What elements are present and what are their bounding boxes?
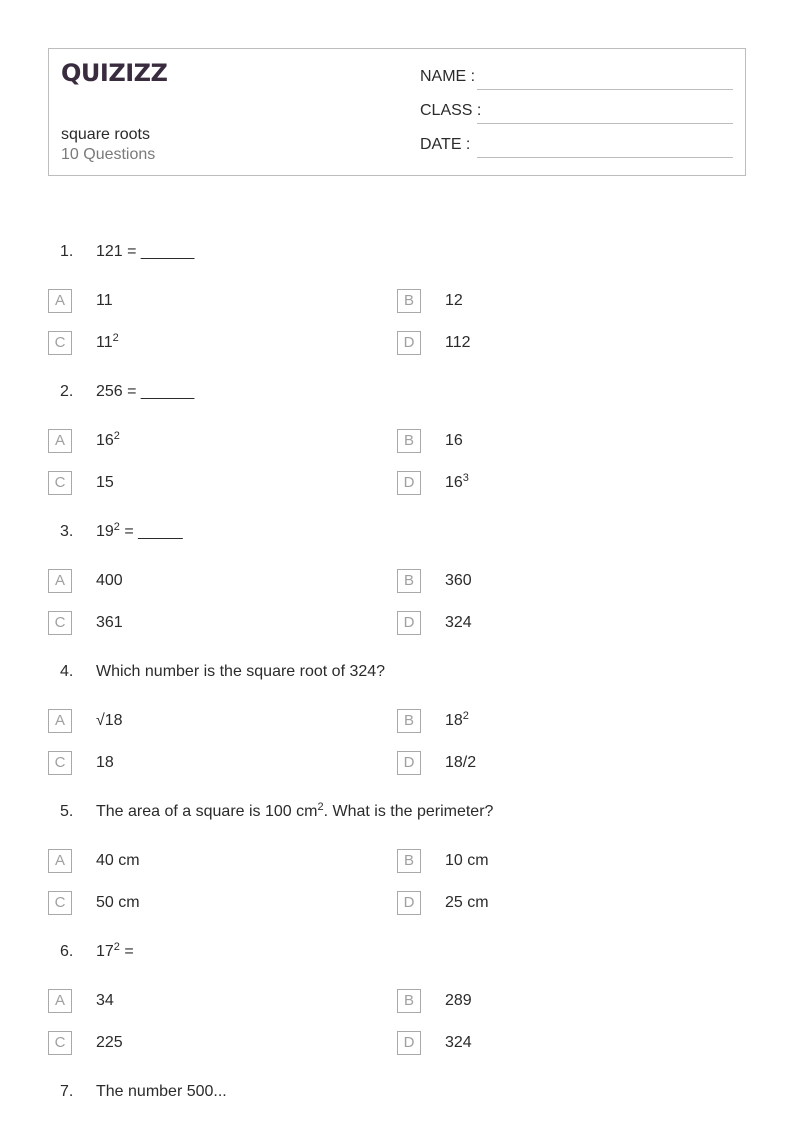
worksheet-header bbox=[48, 48, 746, 176]
option-value: 16 bbox=[445, 432, 463, 449]
question-text bbox=[96, 383, 194, 401]
option-value: 112 bbox=[445, 334, 471, 351]
question-text bbox=[96, 523, 183, 541]
class-label: CLASS : bbox=[420, 102, 482, 119]
option-text-b bbox=[445, 852, 489, 870]
option-text-b bbox=[445, 292, 463, 310]
option-value: √18 bbox=[96, 712, 123, 729]
option-value: 34 bbox=[96, 992, 114, 1009]
option-text-c bbox=[96, 894, 140, 912]
option-text-d bbox=[445, 1034, 472, 1052]
question-exponent: 2 bbox=[113, 941, 120, 953]
question-text bbox=[96, 1083, 227, 1101]
option-value: 15 bbox=[96, 474, 114, 491]
question-text bbox=[96, 663, 385, 681]
option-exponent: 2 bbox=[462, 710, 469, 722]
option-letter-d[interactable]: D bbox=[397, 891, 421, 915]
option-text-b bbox=[445, 712, 469, 730]
option-letter-d[interactable]: D bbox=[397, 471, 421, 495]
option-value: 360 bbox=[445, 572, 472, 589]
question-number: 2. bbox=[60, 383, 74, 400]
option-letter-c[interactable]: C bbox=[48, 1031, 72, 1055]
option-text-c bbox=[96, 474, 114, 492]
option-letter-c[interactable]: C bbox=[48, 611, 72, 635]
option-exponent: 3 bbox=[462, 472, 469, 484]
quizizz-logo: QUIZIZZ bbox=[61, 59, 168, 87]
option-value: 324 bbox=[445, 1034, 472, 1051]
option-text-c bbox=[96, 1034, 123, 1052]
option-value: 16 bbox=[445, 474, 463, 491]
question-text-after: = _____ bbox=[119, 523, 183, 540]
option-letter-b[interactable]: B bbox=[397, 849, 421, 873]
name-line bbox=[477, 89, 733, 90]
option-value: 10 cm bbox=[445, 852, 489, 869]
option-text-c bbox=[96, 334, 119, 352]
question-number: 7. bbox=[60, 1083, 74, 1100]
worksheet-title: square roots bbox=[61, 126, 150, 143]
option-value: 50 cm bbox=[96, 894, 140, 911]
option-letter-a[interactable]: A bbox=[48, 849, 72, 873]
question-text-main: 256 = ______ bbox=[96, 383, 195, 400]
question-text-after: = bbox=[119, 943, 134, 960]
option-letter-a[interactable]: A bbox=[48, 289, 72, 313]
option-text-c bbox=[96, 754, 114, 772]
option-value: 225 bbox=[96, 1034, 123, 1051]
question-number: 5. bbox=[60, 803, 74, 820]
option-value: 289 bbox=[445, 992, 472, 1009]
question-text-main: Which number is the square root of 324? bbox=[96, 663, 386, 680]
option-text-a bbox=[96, 292, 113, 310]
option-text-d bbox=[445, 334, 471, 352]
option-text-c bbox=[96, 614, 123, 632]
option-value: 18/2 bbox=[445, 754, 477, 771]
question-text-main: 17 bbox=[96, 943, 114, 960]
question-text-main: The area of a square is 100 cm bbox=[96, 803, 318, 820]
option-letter-a[interactable]: A bbox=[48, 989, 72, 1013]
option-letter-c[interactable]: C bbox=[48, 331, 72, 355]
option-text-b bbox=[445, 572, 472, 590]
option-exponent: 2 bbox=[113, 430, 120, 442]
option-letter-b[interactable]: B bbox=[397, 289, 421, 313]
question-text bbox=[96, 243, 194, 261]
option-text-d bbox=[445, 894, 489, 912]
option-text-b bbox=[445, 432, 463, 450]
name-label: NAME : bbox=[420, 68, 476, 85]
option-letter-d[interactable]: D bbox=[397, 751, 421, 775]
question-number: 6. bbox=[60, 943, 74, 960]
question-text-after: . What is the perimeter? bbox=[323, 803, 494, 820]
option-value: 11 bbox=[96, 334, 113, 351]
option-value: 361 bbox=[96, 614, 123, 631]
question-text bbox=[96, 803, 493, 821]
option-letter-b[interactable]: B bbox=[397, 989, 421, 1013]
date-line bbox=[477, 157, 733, 158]
option-text-d bbox=[445, 614, 472, 632]
question-exponent: 2 bbox=[113, 521, 120, 533]
option-value: 18 bbox=[96, 754, 114, 771]
option-letter-a[interactable]: A bbox=[48, 569, 72, 593]
option-value: 12 bbox=[445, 292, 463, 309]
option-letter-c[interactable]: C bbox=[48, 471, 72, 495]
option-letter-a[interactable]: A bbox=[48, 709, 72, 733]
option-letter-c[interactable]: C bbox=[48, 751, 72, 775]
option-value: 11 bbox=[96, 292, 113, 309]
option-value: 40 cm bbox=[96, 852, 140, 869]
date-label: DATE : bbox=[420, 136, 471, 153]
option-text-a bbox=[96, 712, 123, 730]
question-number: 4. bbox=[60, 663, 74, 680]
option-value: 25 cm bbox=[445, 894, 489, 911]
question-text bbox=[96, 943, 134, 961]
option-letter-a[interactable]: A bbox=[48, 429, 72, 453]
option-text-d bbox=[445, 474, 469, 492]
option-letter-c[interactable]: C bbox=[48, 891, 72, 915]
question-text-main: 19 bbox=[96, 523, 114, 540]
option-text-a bbox=[96, 572, 123, 590]
option-exponent: 2 bbox=[112, 332, 119, 344]
option-letter-b[interactable]: B bbox=[397, 569, 421, 593]
option-text-a bbox=[96, 852, 140, 870]
option-letter-d[interactable]: D bbox=[397, 611, 421, 635]
option-text-b bbox=[445, 992, 472, 1010]
option-text-a bbox=[96, 992, 114, 1010]
question-number: 3. bbox=[60, 523, 74, 540]
question-count: 10 Questions bbox=[61, 146, 156, 163]
option-text-d bbox=[445, 754, 476, 772]
option-letter-b[interactable]: B bbox=[397, 429, 421, 453]
question-number: 1. bbox=[60, 243, 74, 260]
option-value: 400 bbox=[96, 572, 123, 589]
question-text-main: The number 500... bbox=[96, 1083, 227, 1100]
class-line bbox=[477, 123, 733, 124]
option-letter-d[interactable]: D bbox=[397, 331, 421, 355]
option-value: 18 bbox=[445, 712, 463, 729]
option-letter-d[interactable]: D bbox=[397, 1031, 421, 1055]
option-value: 324 bbox=[445, 614, 472, 631]
option-text-a bbox=[96, 432, 120, 450]
question-exponent: 2 bbox=[317, 801, 324, 813]
option-value: 16 bbox=[96, 432, 114, 449]
option-letter-b[interactable]: B bbox=[397, 709, 421, 733]
question-text-main: 121 = ______ bbox=[96, 243, 195, 260]
